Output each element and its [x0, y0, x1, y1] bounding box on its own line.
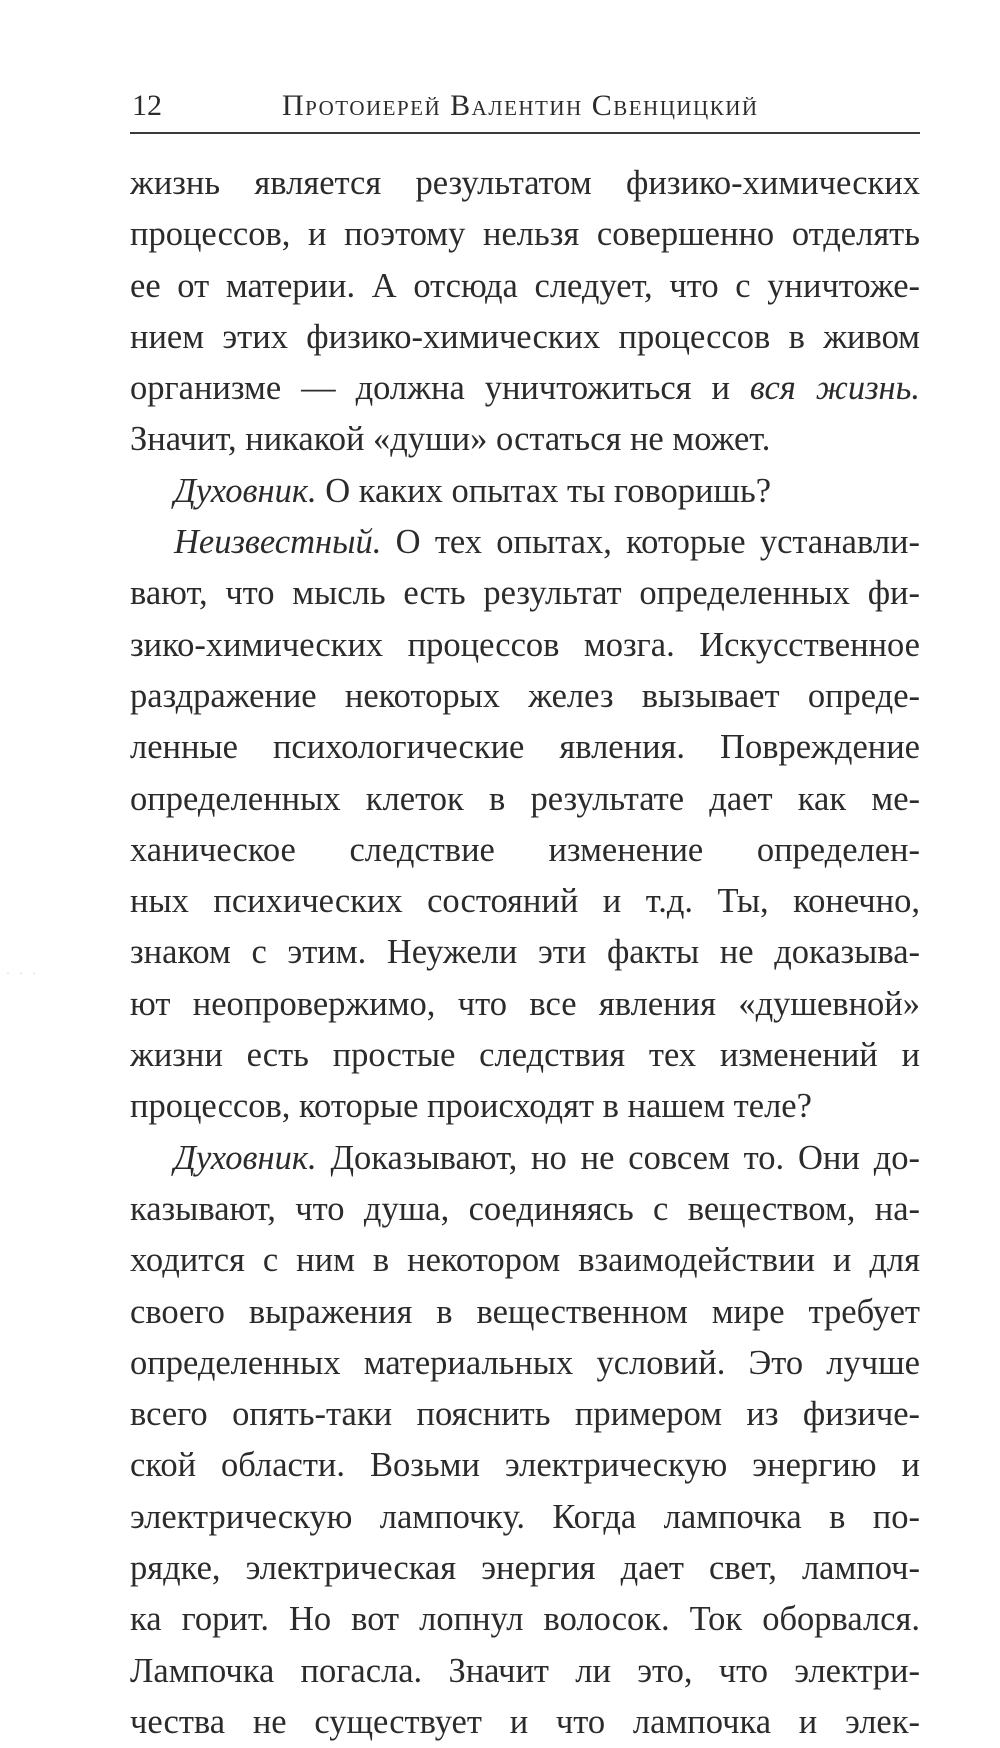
dialogue-line [130, 1133, 920, 1184]
text-fragment: Доказывают, но не совсем то. Они до- [316, 1138, 920, 1177]
text-line: чества не существует и что лампочка и элек- [130, 1702, 920, 1741]
text-line: процессов, и поэтому нельзя совершенно отделять [130, 215, 920, 254]
text-line: всего опять-таки пояснить примером из физиче- [130, 1395, 920, 1434]
dialogue-line [130, 517, 920, 568]
page-number: 12 [132, 89, 162, 122]
text-line [130, 363, 920, 414]
speaker-name: Неизвестный. [174, 523, 382, 562]
text-line: ханическое следствие изменение определен- [130, 830, 920, 869]
text-line: своего выражения в вещественном мире требует [130, 1292, 920, 1331]
running-header [130, 84, 920, 134]
text-line: Лампочка погасла. Значит ли это, что электри- [130, 1651, 920, 1690]
text-fragment: О каких опытах ты говоришь? [316, 471, 772, 510]
text-line: электрическую лампочку. Когда лампочка в по- [130, 1497, 920, 1536]
text-line: рядке, электрическая энергия дает свет, лампоч- [130, 1549, 920, 1588]
text-line: знаком с этим. Неужели эти факты не доказыва- [130, 933, 920, 972]
emphasis-text: вся жизнь. [749, 369, 920, 408]
text-line: ных психических состояний и т.д. Ты, конечно, [130, 882, 920, 921]
text-line: определенных материальных условий. Это лучше [130, 1343, 920, 1382]
body-text [130, 158, 920, 1748]
text-line: Значит, никакой «души» остаться не может. [130, 420, 771, 459]
text-line: ской области. Возьми электрическую энергию и [130, 1446, 920, 1485]
speaker-name: Духовник. [174, 471, 317, 510]
text-fragment: О тех опытах, которые устанавли- [381, 523, 920, 562]
speaker-name: Духовник. [174, 1138, 317, 1177]
text-line: казывают, что душа, соединяясь с веществом, на- [130, 1189, 920, 1228]
text-line: ходится с ним в некотором взаимодействии и для [130, 1241, 920, 1280]
margin-mark: · · · [6, 966, 39, 980]
text-line: нием этих физико-химических процессов в живом [130, 317, 920, 356]
text-line: зико-химических процессов мозга. Искусственное [130, 625, 920, 664]
text-line: ка горит. Но вот лопнул волосок. Ток оборвался. [130, 1600, 920, 1639]
text-fragment: организме — должна уничтожиться и [130, 369, 750, 408]
text-line: ее от материи. А отсюда следует, что с уничтоже- [130, 266, 920, 305]
text-line: процессов, которые происходят в нашем теле? [130, 1087, 812, 1126]
text-line: определенных клеток в результате дает как ме- [130, 779, 920, 818]
text-line: ленные психологические явления. Повреждение [130, 728, 920, 767]
text-line: жизнь является результатом физико-химических [130, 164, 920, 202]
text-line: раздражение некоторых желез вызывает опреде- [130, 676, 920, 715]
dialogue-line [130, 466, 920, 517]
running-title: Протоиерей Валентин Свенцицкий [282, 89, 759, 122]
text-line: ют неопровержимо, что все явления «душевной» [130, 984, 920, 1023]
text-line: вают, что мысль есть результат определенных фи- [130, 574, 920, 613]
text-line: жизни есть простые следствия тех изменений и [130, 1036, 920, 1075]
